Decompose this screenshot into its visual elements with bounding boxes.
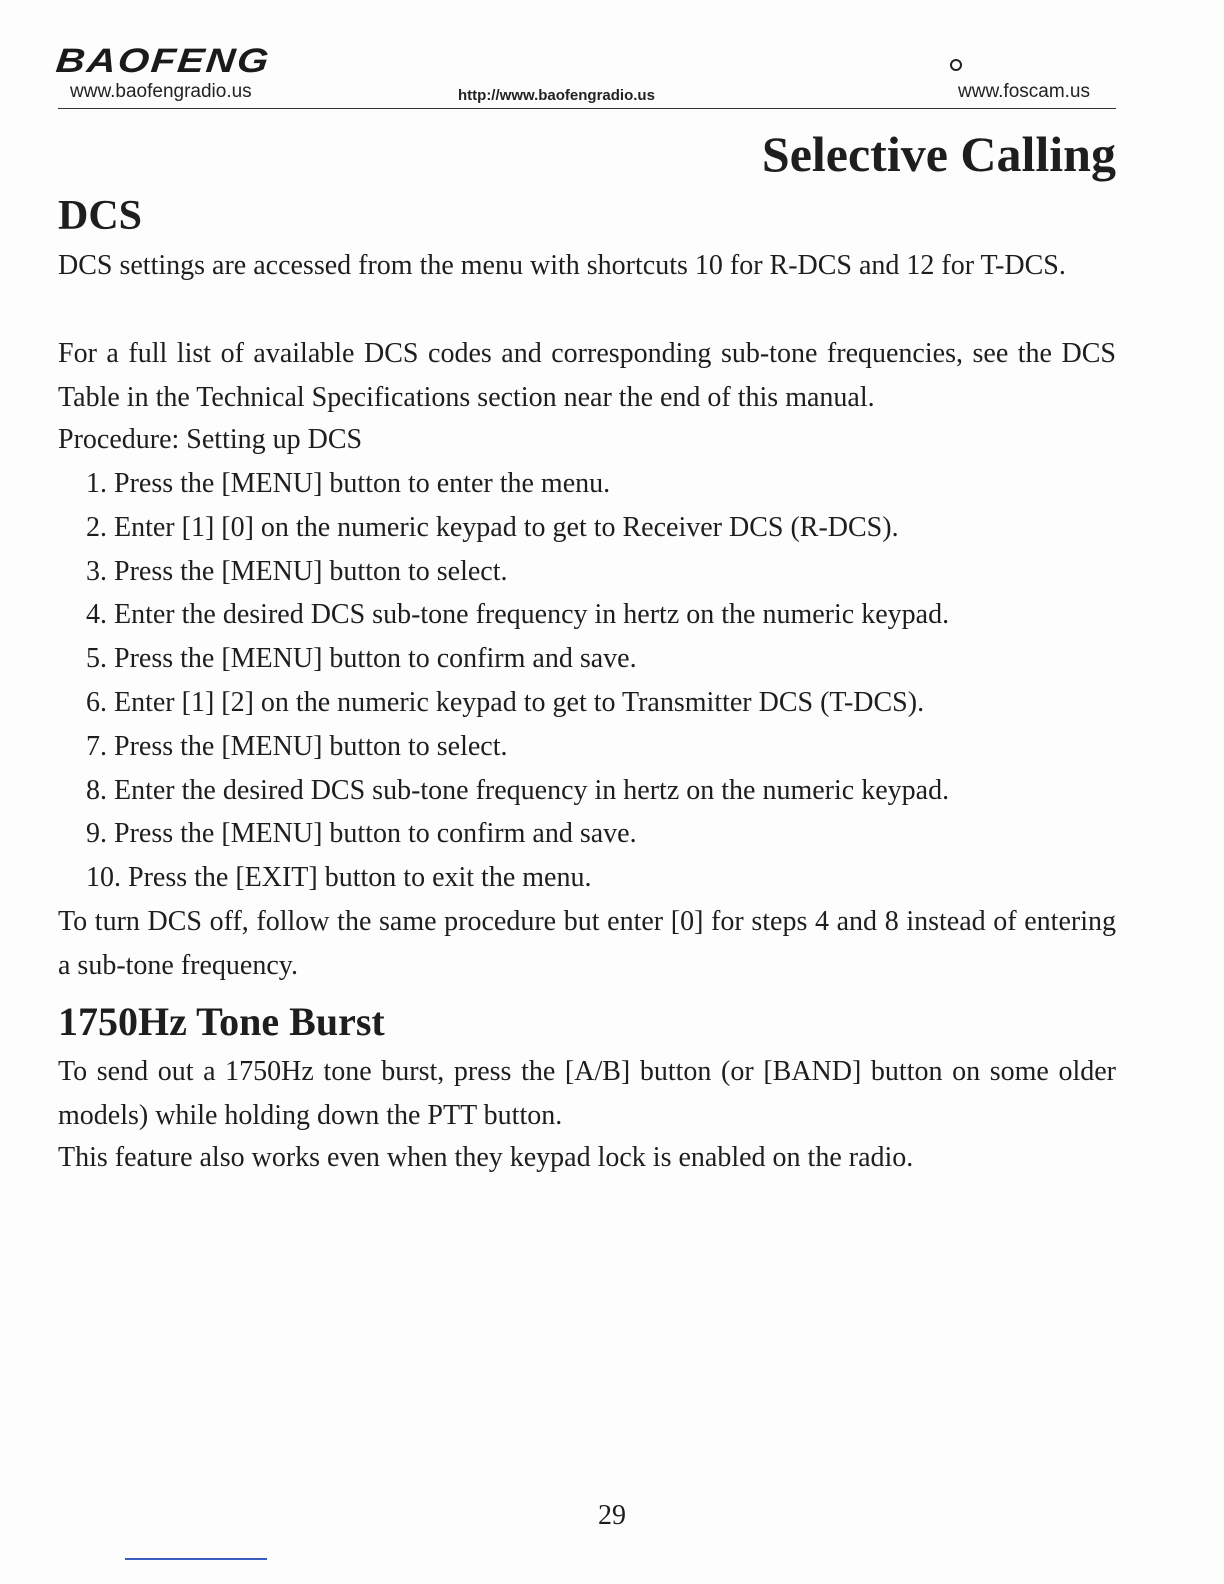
step-text: Press the [MENU] button to confirm and save. (114, 643, 637, 675)
step-text: Enter the desired DCS sub-tone frequency in hertz on the numeric keypad. (114, 599, 950, 631)
step-number: 4. (86, 599, 107, 631)
step-number: 5. (86, 643, 107, 675)
step-text: Press the [MENU] button to select. (114, 555, 508, 587)
registered-mark-icon (950, 59, 962, 71)
procedure-step (86, 593, 949, 637)
step-text: Press the [EXIT] button to exit the menu. (128, 862, 592, 894)
procedure-step (86, 506, 949, 550)
tone-burst-heading: 1750Hz Tone Burst (58, 999, 385, 1044)
dcs-off-note: To turn DCS off, follow the same procedure but enter [0] for steps 4 and 8 instead of entering a sub-tone frequency. (58, 906, 1116, 981)
step-text: Press the [MENU] button to confirm and save. (114, 818, 637, 850)
baofeng-logo: BAOFENG (54, 42, 273, 80)
keypad-lock-paragraph: This feature also works even when they keypad lock is enabled on the radio. (58, 1142, 914, 1173)
procedure-step (86, 769, 949, 813)
procedure-step (86, 637, 949, 681)
dcs-procedure-steps (86, 462, 949, 900)
tone-burst-paragraph: To send out a 1750Hz tone burst, press the [A/B] button (or [BAND] button on some older models) while holding down the PTT button. (58, 1056, 1116, 1131)
procedure-step (86, 550, 949, 594)
step-number: 10. (86, 862, 121, 894)
procedure-label: Procedure: Setting up DCS (58, 424, 363, 455)
step-number: 9. (86, 818, 107, 850)
procedure-step (86, 725, 949, 769)
procedure-step (86, 681, 949, 725)
dcs-intro-paragraph: DCS settings are accessed from the menu with shortcuts 10 for R-DCS and 12 for T-DCS. (58, 250, 1066, 281)
step-number: 8. (86, 774, 107, 806)
procedure-step (86, 462, 949, 506)
step-text: Enter [1] [2] on the numeric keypad to get to Transmitter DCS (T-DCS). (114, 686, 925, 718)
procedure-step (86, 812, 949, 856)
step-number: 1. (86, 468, 107, 499)
procedure-step (86, 856, 949, 900)
step-text: Press the [MENU] button to select. (114, 730, 508, 762)
header-right-url: www.foscam.us (958, 81, 1090, 102)
dcs-heading: DCS (58, 193, 143, 239)
step-number: 7. (86, 730, 107, 762)
step-text: Enter [1] [0] on the numeric keypad to get to Receiver DCS (R-DCS). (114, 511, 899, 543)
page-number: 29 (598, 1500, 626, 1531)
step-text: Enter the desired DCS sub-tone frequency in hertz on the numeric keypad. (114, 774, 950, 806)
step-number: 6. (86, 686, 107, 718)
scan-artifact-line (125, 1558, 267, 1560)
step-number: 2. (86, 511, 107, 543)
header-center-url: http://www.baofengradio.us (458, 87, 655, 104)
step-text: Press the [MENU] button to enter the menu. (114, 468, 611, 499)
header-left-url: www.baofengradio.us (70, 81, 252, 102)
dcs-table-paragraph: For a full list of available DCS codes and corresponding sub-tone frequencies, see the DCS Table in the Technical Specifications section near the end of this manual. (58, 338, 1116, 413)
header-divider (58, 108, 1116, 109)
step-number: 3. (86, 555, 107, 587)
page-title: Selective Calling (761, 126, 1116, 182)
